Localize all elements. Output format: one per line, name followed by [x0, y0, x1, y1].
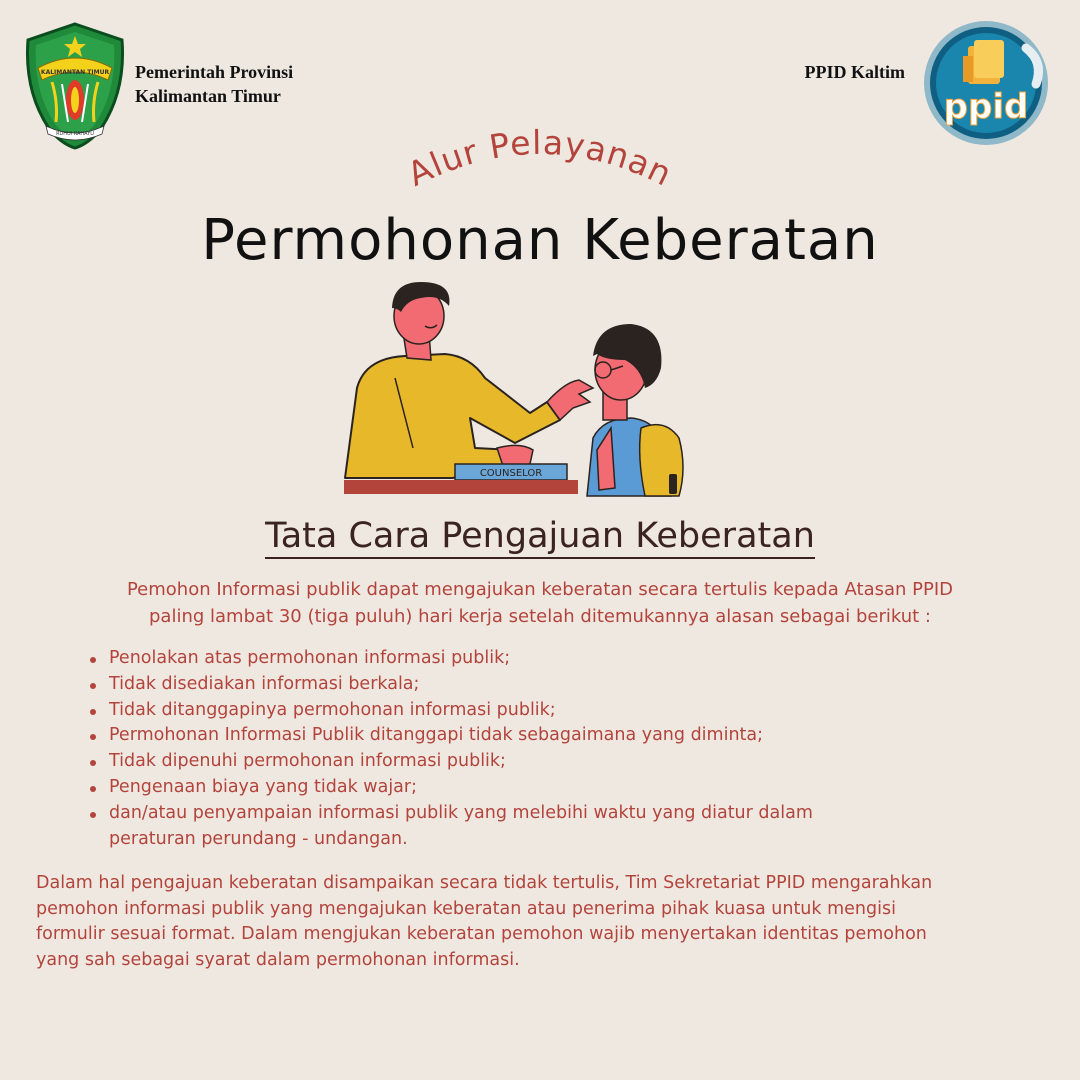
list-item: Tidak dipenuhi permohonan informasi publik;	[88, 749, 988, 775]
subtitle	[370, 118, 710, 208]
gov-name-line1: Pemerintah Provinsi	[135, 62, 294, 82]
ppid-logo-text: ppid	[943, 87, 1029, 127]
list-item: dan/atau penyampaian informasi publik yang melebihi waktu yang diatur dalam	[88, 801, 988, 827]
government-name	[135, 60, 365, 108]
closing-line: Dalam hal pengajuan keberatan disampaikan secara tidak tertulis, Tim Sekretariat PPID mengarahkan	[36, 873, 933, 893]
reason-list	[88, 646, 988, 852]
ppid-logo	[918, 18, 1056, 148]
closing-line: yang sah sebagai syarat dalam permohonan informasi.	[36, 949, 520, 970]
page-title: Permohonan Keberatan	[201, 208, 879, 273]
emblem-bottom-text: RUHUI RAHAYU	[56, 131, 94, 137]
closing-line: pemohon informasi publik yang mengajukan keberatan atau penerima pihak kuasa untuk mengisi	[36, 898, 896, 919]
list-item-continuation: peraturan perundang - undangan.	[109, 828, 408, 849]
counseling-illustration	[335, 278, 715, 498]
kaltim-emblem-logo	[22, 22, 128, 150]
list-item: Pengenaan biaya yang tidak wajar;	[88, 775, 988, 801]
subtitle-text: Alur Pelayanan	[401, 122, 679, 194]
intro-paragraph	[40, 576, 1040, 630]
list-item: Permohonan Informasi Publik ditanggapi tidak sebagaimana yang diminta;	[88, 723, 988, 749]
intro-line: Pemohon Informasi publik dapat mengajukan keberatan secara tertulis kepada Atasan PPID	[126, 579, 954, 600]
section-heading	[0, 516, 1080, 556]
svg-text:Alur Pelayanan	[401, 123, 678, 194]
intro-line: paling lambat 30 (tiga puluh) hari kerja setelah ditemukannya alasan sebagai berikut :	[149, 606, 931, 627]
closing-paragraph	[36, 871, 1046, 973]
emblem-top-text: KALIMANTAN TIMUR	[40, 69, 110, 76]
list-item: Tidak ditanggapinya permohonan informasi publik;	[88, 698, 988, 724]
list-item: Penolakan atas permohonan informasi publik;	[88, 646, 988, 672]
list-item: Tidak disediakan informasi berkala;	[88, 672, 988, 698]
section-heading-text: Tata Cara Pengajuan Keberatan	[265, 516, 815, 559]
gov-name-line2: Kalimantan Timur	[135, 86, 281, 106]
closing-line: formulir sesuai format. Dalam mengjukan keberatan pemohon wajib menyertakan identitas pemohon	[36, 924, 927, 944]
ppid-name: PPID Kaltim	[804, 62, 905, 82]
desk-sign-text: COUNSELOR	[479, 468, 543, 479]
